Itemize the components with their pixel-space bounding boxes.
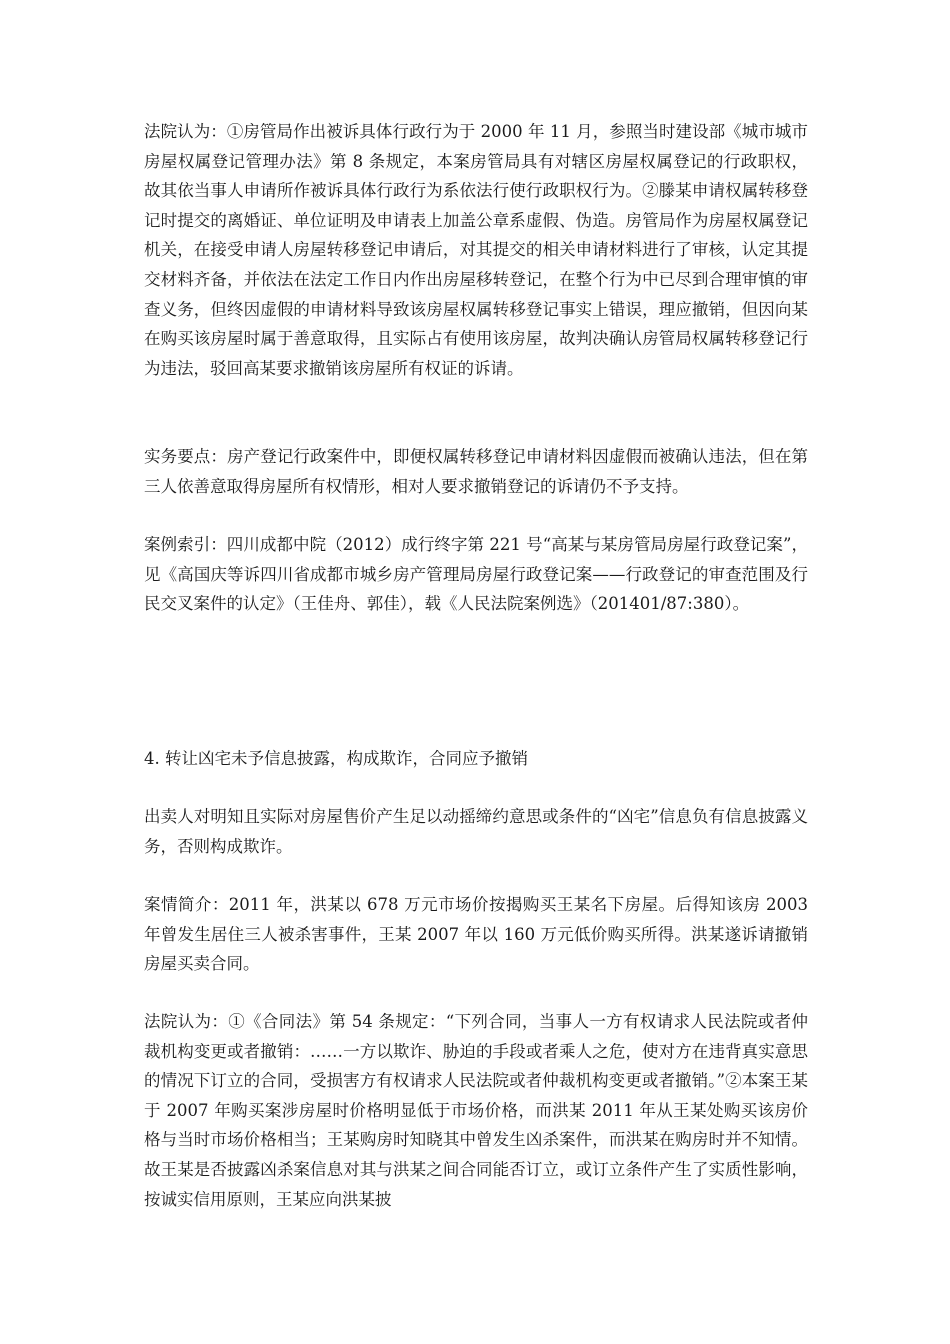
paragraph-court-opinion-2: 法院认为：①《合同法》第 54 条规定：“下列合同，当事人一方有权请求人民法院或者仲裁机构变更或者撤销：……一方以欺诈、胁迫的手段或者乘人之危，使对方在违背真实意思的情况下订立的合同，受损害方有权请求人民法院或者仲裁机构变更或者撤销。”②本案王某于 2007 年购买案涉房屋时价格明显低于市场价格，而洪某 2011 年从王某处购买该房价格与当时市场价格相当；王某购房时知晓其中曾发生凶杀案件，而洪某在购房时并不知情。故王某是否披露凶杀案信息对其与洪某之间合同能否订立，或订立条件产生了实质性影响，按诚实信用原则，王某应向洪某披 (144, 1012, 808, 1209)
paragraph-court-opinion-1: 法院认为：①房管局作出被诉具体行政行为于 2000 年 11 月，参照当时建设部《城市城市房屋权属登记管理办法》第 8 条规定，本案房管局具有对辖区房屋权属登记的行政职权，故其依当事人申请所作被诉具体行政行为系依法行使行政职权行为。②滕某申请权属转移登记时提交的离婚证、单位证明及申请表上加盖公章系虚假、伪造。房管局作为房屋权属登记机关，在接受申请人房屋转移登记申请后，对其提交的相关申请材料进行了审核，认定其提交材料齐备，并依法在法定工作日内作出房屋移转登记，在整个行为中已尽到合理审慎的审查义务，但终因虚假的申请材料导致该房屋权属转移登记事实上错误，理应撤销，但因向某在购买该房屋时属于善意取得，且实际占有使用该房屋，故判决确认房管局权属转移登记行为违法，驳回高某要求撤销该房屋所有权证的诉请。 (144, 122, 808, 378)
paragraph-case-brief: 案情简介：2011 年，洪某以 678 万元市场价按揭购买王某名下房屋。后得知该房 2003 年曾发生居住三人被杀害事件，王某 2007 年以 160 万元低价购买所得。洪某遂诉请撤销房屋买卖合同。 (144, 895, 808, 974)
paragraph-case-index: 案例索引：四川成都中院（2012）成行终字第 221 号“高某与某房管局房屋行政登记案”，见《高国庆等诉四川省成都市城乡房产管理局房屋行政登记案——行政登记的审查范围及行民交叉案件的认定》（王佳舟、郭佳），载《人民法院案例选》（201401/87:380）。 (144, 535, 808, 614)
paragraph-practice-point: 实务要点：房产登记行政案件中，即便权属转移登记申请材料因虚假而被确认违法，但在第三人依善意取得房屋所有权情形，相对人要求撤销登记的诉请仍不予支持。 (144, 447, 808, 496)
section-heading-4: 4. 转让凶宅未予信息披露，构成欺诈，合同应予撤销 (144, 749, 528, 768)
paragraph-rule-summary: 出卖人对明知且实际对房屋售价产生足以动摇缔约意思或条件的“凶宅”信息负有信息披露义务，否则构成欺诈。 (144, 807, 808, 856)
